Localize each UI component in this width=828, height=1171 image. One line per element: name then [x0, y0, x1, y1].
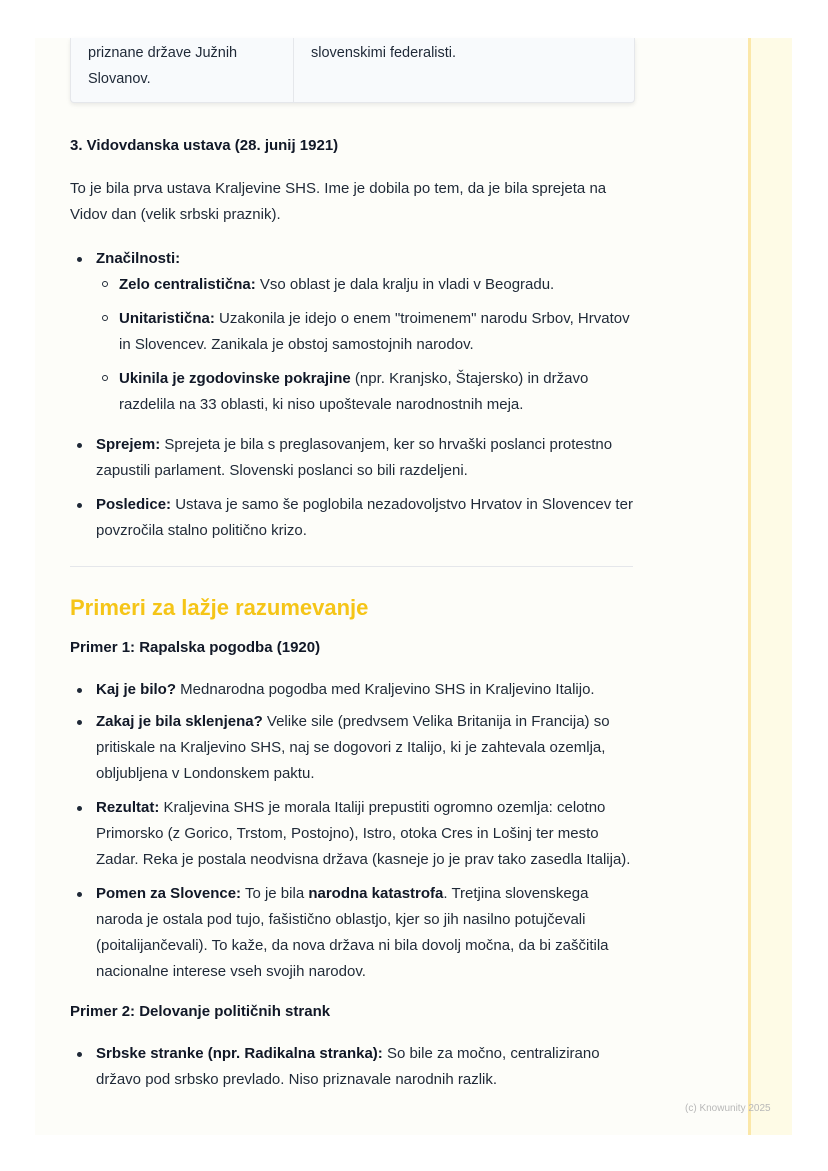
list-item — [70, 881, 636, 985]
section-intro: To je bila prva ustava Kraljevine SHS. Ime je dobila po tem, da je bila sprejeta na Vidov dan (velik srbski praznik). — [70, 180, 607, 223]
item-text: To je bila — [241, 885, 309, 902]
item-text: Kraljevina SHS je morala Italiji prepustiti ogromno ozemlja: celotno Primorsko (z Gorico, Trstom, Postojno), Istro, otoka Cres in Lošinj ter mesto Zadar. Reka je postala neodvisna država (kasneje jo je prav tako zasedla Italija). — [96, 799, 631, 868]
list-item — [70, 1041, 636, 1093]
item-bold: Sprejem: — [96, 436, 161, 453]
item-text: Velike sile (predvsem Velika Britanija in Francija) so pritiskale na Kraljevino SHS, naj se dogovori z Italijo, ki je zahtevala ozemlja, obljubljena v Londonskem paktu. — [96, 713, 610, 782]
features-label: Značilnosti: — [96, 250, 181, 267]
list-item — [70, 246, 636, 418]
features-sublist — [96, 272, 636, 418]
item-bold: Zakaj je bila sklenjena? — [96, 713, 263, 730]
list-item — [70, 432, 636, 484]
document-content — [70, 38, 636, 1093]
list-item — [70, 709, 636, 787]
example1-list — [70, 677, 636, 985]
item-emphasis: narodna katastrofa — [308, 885, 444, 902]
list-item — [70, 795, 636, 873]
features-list — [70, 246, 636, 544]
list-item — [70, 677, 636, 703]
item-bold: Ukinila je zgodovinske pokrajine — [119, 370, 351, 387]
item-bold: Srbske stranke (npr. Radikalna stranka): — [96, 1045, 383, 1062]
list-item — [70, 306, 636, 358]
item-text: . Tretjina slovenskega naroda je ostala pod tujo, fašistično oblastjo, kjer so jih nasilno potujčevali (poitalijančevali). To kaže, da nova država ni bila dovolj močna, da bi zaščitila nacionalne interese vseh svojih narodov. — [96, 885, 609, 980]
table-cell: slovenskimi federalisti. — [311, 45, 457, 61]
side-margin-line — [748, 38, 751, 1135]
section-divider — [70, 566, 633, 567]
section-heading: 3. Vidovdanska ustava (28. junij 1921) — [70, 137, 339, 154]
item-text: Vso oblast je dala kralju in vladi v Beogradu. — [255, 276, 555, 293]
table-cell: priznane države Južnih Slovanov. — [88, 45, 238, 87]
item-text: Sprejeta je bila s preglasovanjem, ker so hrvaški poslanci protestno zapustili parlament. Slovenski poslanci so bili razdeljeni. — [96, 436, 613, 479]
item-bold: Zelo centralistična: — [119, 276, 256, 293]
item-text: Ustava je samo še poglobila nezadovoljstvo Hrvatov in Slovencev ter povzročila stalno politično krizo. — [96, 496, 633, 539]
item-bold: Pomen za Slovence: — [96, 885, 242, 902]
item-text: So bile za močno, centralizirano državo pod srbsko prevlado. Niso priznavale narodnih razlik. — [96, 1045, 600, 1088]
example1-heading: Primer 1: Rapalska pogodba (1920) — [70, 639, 321, 656]
example2-list — [70, 1041, 636, 1093]
item-text: Mednarodna pogodba med Kraljevino SHS in Kraljevino Italijo. — [176, 681, 595, 698]
item-bold: Kaj je bilo? — [96, 681, 177, 698]
examples-heading: Primeri za lažje razumevanje — [70, 595, 369, 620]
table-divider — [293, 38, 294, 102]
table-fragment — [70, 38, 635, 103]
list-item — [70, 492, 636, 544]
example2-heading: Primer 2: Delovanje političnih strank — [70, 1003, 331, 1020]
watermark: (c) Knowunity 2025 — [685, 1103, 771, 1114]
item-bold: Posledice: — [96, 496, 172, 513]
list-item — [70, 272, 636, 298]
item-bold: Unitaristična: — [119, 310, 215, 327]
item-text: Uzakonila je idejo o enem "troimenem" narodu Srbov, Hrvatov in Slovencev. Zanikala je obstoj samostojnih narodov. — [119, 310, 630, 353]
item-bold: Rezultat: — [96, 799, 160, 816]
list-item — [70, 366, 636, 418]
side-margin-strip — [750, 38, 792, 1135]
item-text: (npr. Kranjsko, Štajersko) in državo razdelila na 33 oblasti, ki niso upoštevale narodnostnih meja. — [119, 370, 589, 413]
